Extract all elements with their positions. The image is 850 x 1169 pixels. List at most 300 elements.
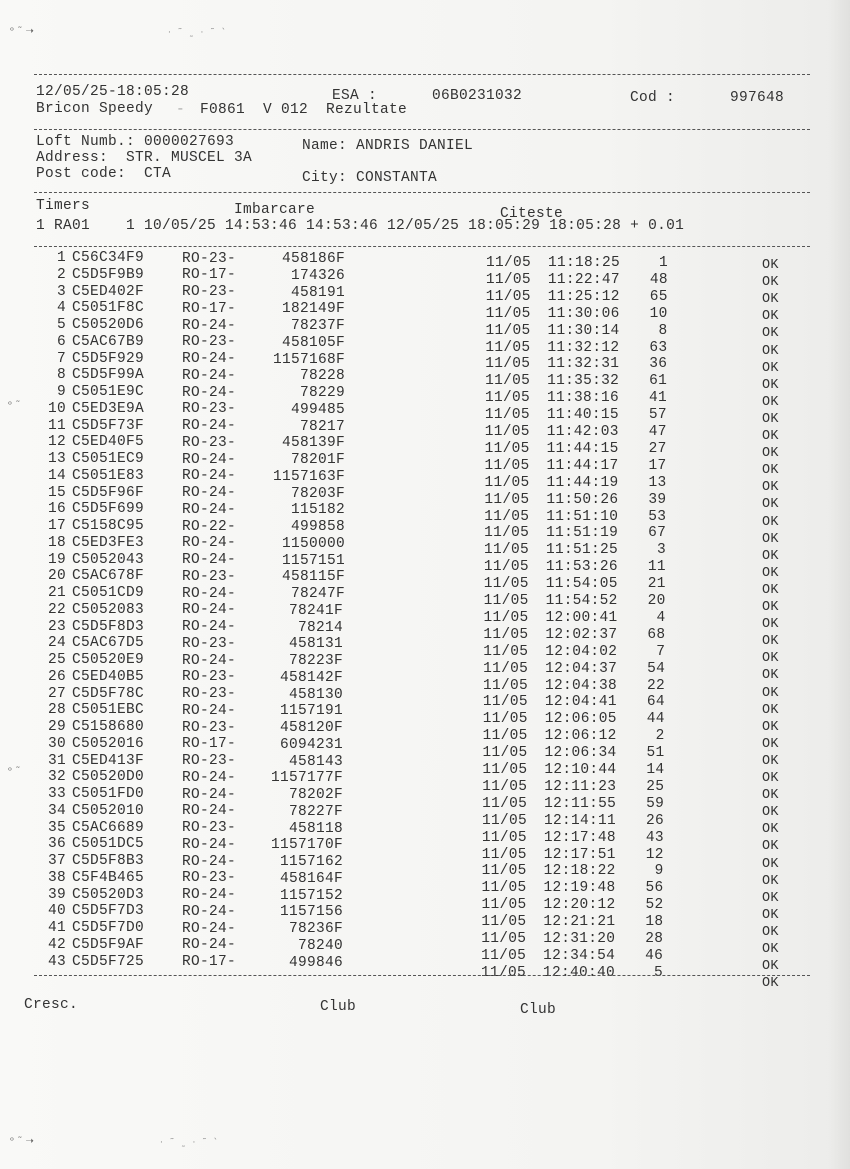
status-ok: OK — [762, 736, 779, 752]
chip-id: C5AC67B9 — [72, 333, 145, 350]
status-ok: OK — [762, 634, 779, 650]
ring-prefix: RO-23- — [182, 250, 237, 267]
ring-prefix: RO-24- — [182, 786, 237, 803]
position: 67 — [648, 525, 667, 542]
position: 8 — [658, 322, 668, 339]
chip-id: C5052016 — [72, 735, 145, 752]
chip-id: C5052083 — [72, 601, 145, 618]
arrival-time: 11:25:12 — [547, 288, 620, 305]
imbarcare-label: Imbarcare — [234, 202, 316, 218]
arrival-date: 11/05 — [484, 491, 530, 508]
position: 47 — [648, 424, 667, 440]
status-ok: OK — [762, 377, 779, 393]
ring-prefix: RO-24- — [182, 920, 237, 937]
row-index: 43 — [47, 953, 66, 970]
status-ok: OK — [762, 839, 779, 855]
row-index: 28 — [47, 702, 66, 719]
row-index: 2 — [56, 266, 66, 283]
arrival-time: 12:17:51 — [543, 846, 616, 863]
row-index: 38 — [47, 869, 66, 886]
position: 18 — [645, 914, 664, 931]
ring-prefix: RO-17- — [182, 300, 237, 317]
row-index: 37 — [47, 853, 66, 869]
punch-mark: ᵒ ˜ — [8, 766, 21, 777]
arrival-date: 11/05 — [486, 255, 532, 271]
position: 5 — [653, 964, 663, 981]
arrival-date: 11/05 — [482, 778, 528, 795]
ring-prefix: RO-23- — [182, 635, 237, 652]
ring-number: 182149F — [281, 301, 345, 318]
position: 7 — [656, 643, 666, 660]
chip-id: C50520E9 — [72, 652, 145, 668]
arrival-date: 11/05 — [481, 863, 527, 880]
status-ok: OK — [762, 856, 779, 872]
status-ok: OK — [762, 959, 779, 975]
row-index: 3 — [56, 283, 66, 300]
position: 39 — [648, 491, 667, 508]
status-ok: OK — [762, 343, 779, 359]
ring-number: 458118 — [288, 820, 343, 837]
status-ok: OK — [762, 411, 779, 427]
status-ok: OK — [762, 617, 779, 633]
position: 56 — [645, 880, 664, 897]
status-ok: OK — [762, 822, 779, 838]
arrival-date: 11/05 — [485, 356, 531, 373]
chip-id: C5052010 — [72, 802, 145, 819]
arrival-date: 11/05 — [485, 373, 531, 390]
arrival-time: 11:30:14 — [547, 322, 620, 339]
row-index: 9 — [56, 384, 66, 400]
arrival-date: 11/05 — [483, 593, 529, 609]
ring-prefix: RO-24- — [182, 585, 237, 602]
ring-prefix: RO-24- — [182, 535, 237, 552]
ring-prefix: RO-24- — [182, 485, 237, 501]
status-ok: OK — [762, 565, 779, 581]
status-ok: OK — [762, 548, 779, 564]
esa-label: ESA : — [332, 88, 378, 104]
ring-number: 499846 — [288, 954, 343, 971]
status-ok: OK — [762, 702, 779, 718]
chip-id: C5051E9C — [72, 384, 145, 400]
position: 11 — [647, 559, 666, 576]
status-ok: OK — [762, 719, 779, 735]
row-index: 8 — [56, 367, 66, 384]
position: 61 — [649, 373, 668, 390]
status-ok: OK — [762, 600, 779, 615]
arrival-time: 11:53:26 — [545, 559, 618, 576]
timer-line: 1 RA01 1 10/05/25 14:53:46 14:53:46 12/05/25 18:05:29 18:05:28 + 0.01 — [36, 218, 685, 234]
position: 28 — [645, 931, 664, 947]
status-ok: OK — [762, 805, 779, 821]
chip-id: C5ED402F — [72, 283, 145, 300]
row-index: 36 — [47, 836, 66, 853]
chip-id: C5D5F7D3 — [72, 903, 145, 920]
ring-prefix: RO-24- — [182, 468, 237, 485]
position: 13 — [648, 474, 667, 491]
arrival-time: 12:04:41 — [544, 694, 617, 711]
arrival-time: 11:18:25 — [548, 255, 621, 271]
ring-prefix: RO-24- — [182, 501, 237, 518]
ring-prefix: RO-23- — [182, 334, 237, 351]
arrival-date: 11/05 — [485, 288, 531, 305]
chip-id: C5052043 — [72, 551, 145, 568]
status-ok: OK — [762, 292, 779, 308]
row-index: 4 — [56, 300, 66, 317]
ring-prefix: RO-24- — [182, 702, 237, 719]
ring-prefix: RO-24- — [182, 451, 237, 468]
arrival-date: 11/05 — [482, 812, 528, 829]
ring-prefix: RO-24- — [182, 552, 237, 568]
chip-id: C5ED40B5 — [72, 668, 145, 685]
status-ok: OK — [762, 976, 779, 992]
ring-number: 458191 — [290, 284, 345, 301]
chip-id: C5ED40F5 — [72, 434, 145, 451]
arrival-time: 11:30:06 — [547, 305, 620, 322]
print-datetime: 12/05/25-18:05:28 — [36, 84, 190, 100]
loft-number: Loft Numb.: 0000027693 — [36, 134, 235, 150]
arrival-time: 11:40:15 — [546, 407, 619, 424]
row-index: 33 — [47, 786, 66, 802]
ring-prefix: RO-24- — [182, 602, 237, 619]
ring-number: 78237F — [290, 318, 345, 334]
arrival-date: 11/05 — [484, 474, 530, 491]
ring-number: 458164F — [279, 870, 343, 887]
ring-number: 78229 — [299, 385, 345, 401]
ring-number: 1157177F — [270, 770, 343, 787]
page-shadow-edge — [828, 0, 850, 1169]
ring-number: 1157162 — [279, 854, 343, 870]
cod-value: 997648 — [730, 90, 785, 106]
row-index: 24 — [47, 635, 66, 652]
cresc-signature-label: Cresc. — [24, 997, 79, 1013]
chip-id: C5D5F96F — [72, 484, 145, 501]
arrival-time: 12:40:40 — [542, 964, 615, 981]
arrival-date: 11/05 — [483, 677, 529, 694]
ring-prefix: RO-24- — [182, 836, 237, 853]
row-index: 23 — [47, 618, 66, 635]
arrival-date: 11/05 — [483, 576, 529, 593]
chip-id: C5F4B465 — [72, 869, 145, 886]
ring-prefix: RO-24- — [182, 317, 237, 334]
status-ok: OK — [762, 429, 779, 444]
arrival-time: 12:06:34 — [544, 745, 617, 762]
status-ok: OK — [762, 360, 779, 376]
ring-number: 458142F — [279, 669, 343, 686]
ring-number: 78240 — [297, 937, 343, 954]
ring-number: 78241F — [288, 602, 343, 619]
status-ok: OK — [762, 651, 779, 667]
arrival-date: 11/05 — [481, 931, 527, 947]
arrival-date: 11/05 — [481, 947, 527, 964]
position: 17 — [648, 457, 667, 474]
ring-number: 1157170F — [270, 837, 343, 854]
chip-id: C5D5F99A — [72, 367, 145, 384]
arrival-time: 11:35:32 — [547, 373, 620, 390]
arrival-time: 11:22:47 — [547, 271, 620, 288]
ring-prefix: RO-24- — [182, 619, 237, 635]
arrival-time: 12:21:21 — [543, 914, 616, 931]
arrival-time: 12:31:20 — [543, 931, 616, 947]
arrival-time: 12:06:05 — [544, 711, 617, 728]
ring-number: 458130 — [288, 686, 343, 703]
chip-id: C5D5F78C — [72, 685, 145, 702]
row-index: 16 — [47, 501, 66, 518]
ring-number: 1157151 — [281, 552, 345, 569]
separator-line — [34, 129, 810, 130]
ring-number: 1157191 — [279, 703, 343, 720]
row-index: 41 — [47, 920, 66, 936]
ring-prefix: RO-24- — [182, 351, 237, 367]
arrival-date: 11/05 — [480, 964, 526, 981]
chip-id: C50520D3 — [72, 886, 145, 903]
club-signature-label: Club — [320, 999, 357, 1015]
arrival-date: 11/05 — [482, 762, 528, 778]
chip-id: C50520D0 — [72, 769, 145, 786]
chip-id: C5AC678F — [72, 568, 145, 585]
arrival-date: 11/05 — [483, 626, 529, 643]
arrival-date: 11/05 — [481, 880, 527, 897]
row-index: 29 — [47, 719, 66, 735]
arrival-date: 11/05 — [482, 711, 528, 728]
ring-prefix: RO-17- — [182, 736, 237, 753]
chip-id: C5158680 — [72, 719, 145, 735]
ring-number: 1157156 — [279, 904, 343, 921]
ring-prefix: RO-24- — [182, 887, 237, 903]
ring-number: 78236F — [288, 921, 343, 937]
punch-mark: ᵒ ˜ ➝ — [10, 26, 34, 37]
position: 21 — [647, 576, 666, 593]
arrival-time: 11:32:12 — [547, 339, 620, 356]
arrival-date: 11/05 — [483, 559, 529, 576]
arrival-time: 11:44:15 — [546, 440, 619, 457]
row-index: 18 — [47, 534, 66, 551]
ring-number: 458186F — [281, 251, 345, 267]
chip-id: C5D5F699 — [72, 501, 145, 518]
scan-speck: · ˜ ˷ · ˜ ˋ — [168, 28, 229, 38]
status-ok: OK — [762, 582, 779, 598]
position: 27 — [648, 440, 667, 457]
row-index: 32 — [47, 769, 66, 786]
separator-line — [34, 192, 810, 193]
position: 2 — [655, 728, 665, 745]
ring-number: 78201F — [290, 452, 345, 468]
chip-id: C5051FD0 — [72, 786, 145, 802]
arrival-time: 12:18:22 — [543, 863, 616, 880]
row-index: 1 — [56, 250, 66, 266]
ring-prefix: RO-23- — [182, 870, 237, 887]
arrival-time: 12:11:23 — [544, 778, 617, 795]
position: 26 — [646, 812, 665, 829]
separator-line — [34, 246, 810, 247]
arrival-date: 11/05 — [484, 440, 530, 457]
chip-id: C5AC6689 — [72, 819, 145, 836]
address: Address: STR. MUSCEL 3A — [36, 150, 253, 166]
arrival-time: 11:50:26 — [546, 491, 619, 508]
ring-number: 78227F — [288, 803, 343, 820]
position: 44 — [646, 711, 665, 728]
ring-prefix: RO-24- — [182, 769, 237, 786]
arrival-time: 12:04:37 — [545, 660, 618, 677]
chip-id: C5158C95 — [72, 518, 145, 534]
row-index: 20 — [47, 568, 66, 585]
chip-id: C5D5F9B9 — [72, 266, 145, 283]
ring-number: 6094231 — [279, 736, 343, 753]
ring-number: 78202F — [288, 787, 343, 803]
arrival-date: 11/05 — [484, 508, 530, 525]
arrival-time: 12:20:12 — [543, 897, 616, 914]
chip-id: C5ED413F — [72, 752, 145, 769]
ring-number: 1157152 — [279, 887, 343, 904]
status-ok: OK — [762, 685, 779, 701]
chip-id: C5D5F8B3 — [72, 853, 145, 869]
arrival-time: 12:00:41 — [545, 609, 618, 626]
row-index: 6 — [56, 333, 66, 350]
arrival-date: 11/05 — [482, 745, 528, 762]
row-index: 30 — [47, 735, 66, 752]
arrival-time: 12:04:02 — [545, 643, 618, 660]
punch-mark: ᵒ ˜ ➝ — [10, 1136, 34, 1147]
chip-id: C56C34F9 — [72, 250, 145, 266]
row-index: 5 — [56, 317, 66, 333]
arrival-time: 12:14:11 — [544, 812, 617, 829]
position: 57 — [648, 407, 667, 424]
arrival-date: 11/05 — [482, 694, 528, 711]
arrival-time: 11:42:03 — [546, 424, 619, 440]
row-index: 35 — [47, 819, 66, 836]
ring-number: 1157163F — [272, 468, 345, 485]
row-index: 10 — [47, 400, 66, 417]
ring-prefix: RO-24- — [182, 652, 237, 669]
status-ok: OK — [762, 309, 779, 325]
ring-prefix: RO-23- — [182, 820, 237, 836]
status-ok: OK — [762, 788, 779, 804]
chip-id: C5D5F8D3 — [72, 618, 145, 635]
post-code: Post code: CTA — [36, 166, 172, 182]
status-ok: OK — [762, 942, 779, 957]
ring-prefix: RO-24- — [182, 803, 237, 820]
ring-prefix: RO-23- — [182, 434, 237, 451]
arrival-date: 11/05 — [482, 795, 528, 812]
arrival-time: 12:11:55 — [544, 795, 617, 812]
row-index: 19 — [47, 551, 66, 568]
ring-prefix: RO-24- — [182, 937, 237, 954]
arrival-date: 11/05 — [485, 390, 531, 407]
ring-prefix: RO-23- — [182, 753, 237, 769]
position: 59 — [646, 795, 665, 812]
status-ok: OK — [762, 480, 779, 496]
arrival-time: 11:38:16 — [547, 390, 620, 407]
ring-prefix: RO-24- — [182, 853, 237, 870]
row-index: 21 — [47, 585, 66, 601]
ring-number: 78203F — [290, 485, 345, 502]
position: 64 — [646, 694, 665, 711]
chip-id: C5D5F725 — [72, 953, 145, 970]
chip-id: C5D5F7D0 — [72, 920, 145, 936]
status-ok: OK — [762, 924, 779, 940]
arrival-time: 11:51:25 — [545, 542, 618, 559]
ring-number: 458131 — [288, 636, 343, 653]
position: 53 — [648, 508, 667, 525]
position: 54 — [647, 660, 666, 677]
ring-number: 78228 — [299, 368, 345, 385]
ring-number: 1150000 — [281, 535, 345, 552]
status-ok: OK — [762, 753, 779, 769]
chip-id: C5D5F73F — [72, 417, 145, 434]
ring-number: 458120F — [279, 720, 343, 736]
row-index: 34 — [47, 802, 66, 819]
chip-id: C5051EBC — [72, 702, 145, 719]
arrival-date: 11/05 — [484, 407, 530, 424]
row-index: 42 — [47, 936, 66, 953]
ring-number: 458105F — [281, 334, 345, 351]
ring-prefix: RO-17- — [182, 267, 237, 284]
row-index: 12 — [47, 434, 66, 451]
chip-id: C5051EC9 — [72, 451, 145, 467]
ring-prefix: RO-23- — [182, 686, 237, 702]
arrival-date: 11/05 — [483, 660, 529, 677]
arrival-date: 11/05 — [483, 643, 529, 660]
row-index: 27 — [47, 685, 66, 702]
status-ok: OK — [762, 258, 779, 273]
chip-id: C5051F8C — [72, 300, 145, 317]
position: 9 — [654, 863, 664, 880]
ring-prefix: RO-23- — [182, 719, 237, 736]
arrival-time: 11:32:31 — [547, 356, 620, 373]
ring-number: 1157168F — [272, 351, 345, 368]
punch-mark: ᵒ ˜ — [8, 400, 21, 411]
position: 52 — [645, 897, 664, 914]
arrival-time: 11:44:17 — [546, 457, 619, 474]
arrival-time: 12:34:54 — [543, 947, 616, 964]
system-details: F0861 V 012 Rezultate — [200, 102, 408, 118]
arrival-time: 12:17:48 — [543, 829, 616, 846]
status-ok: OK — [762, 275, 779, 291]
chip-id: C5ED3E9A — [72, 400, 145, 417]
position: 22 — [646, 677, 665, 694]
position: 51 — [646, 745, 665, 762]
ring-prefix: RO-24- — [182, 384, 237, 401]
arrival-time: 12:06:12 — [544, 728, 617, 745]
position: 48 — [649, 271, 668, 288]
arrival-time: 12:19:48 — [543, 880, 616, 897]
citeste-label: Citeste — [500, 206, 564, 222]
ring-number: 78223F — [288, 653, 343, 669]
arrival-date: 11/05 — [485, 322, 531, 339]
ring-prefix: RO-24- — [182, 903, 237, 920]
ring-prefix: RO-24- — [182, 418, 237, 434]
arrival-time: 12:02:37 — [545, 626, 618, 643]
chip-id: C5AC67D5 — [72, 635, 145, 652]
ring-prefix: RO-23- — [182, 401, 237, 418]
arrival-date: 11/05 — [484, 525, 530, 542]
chip-id: C5051CD9 — [72, 585, 145, 601]
ring-prefix: RO-24- — [182, 367, 237, 384]
row-index: 15 — [47, 484, 66, 501]
position: 36 — [649, 356, 668, 373]
row-index: 25 — [47, 652, 66, 668]
scan-speck: · ˜ ˷ · ˜ ˋ — [160, 1138, 221, 1148]
arrival-date: 11/05 — [481, 897, 527, 914]
ring-number: 458139F — [281, 435, 345, 452]
status-ok: OK — [762, 394, 779, 410]
row-index: 17 — [47, 518, 66, 534]
arrival-date: 11/05 — [485, 271, 531, 288]
system-name: Bricon Speedy — [36, 101, 154, 117]
arrival-time: 11:51:10 — [546, 508, 619, 525]
ring-number: 458115F — [281, 569, 345, 586]
row-index: 39 — [47, 886, 66, 903]
position: 1 — [658, 255, 668, 271]
